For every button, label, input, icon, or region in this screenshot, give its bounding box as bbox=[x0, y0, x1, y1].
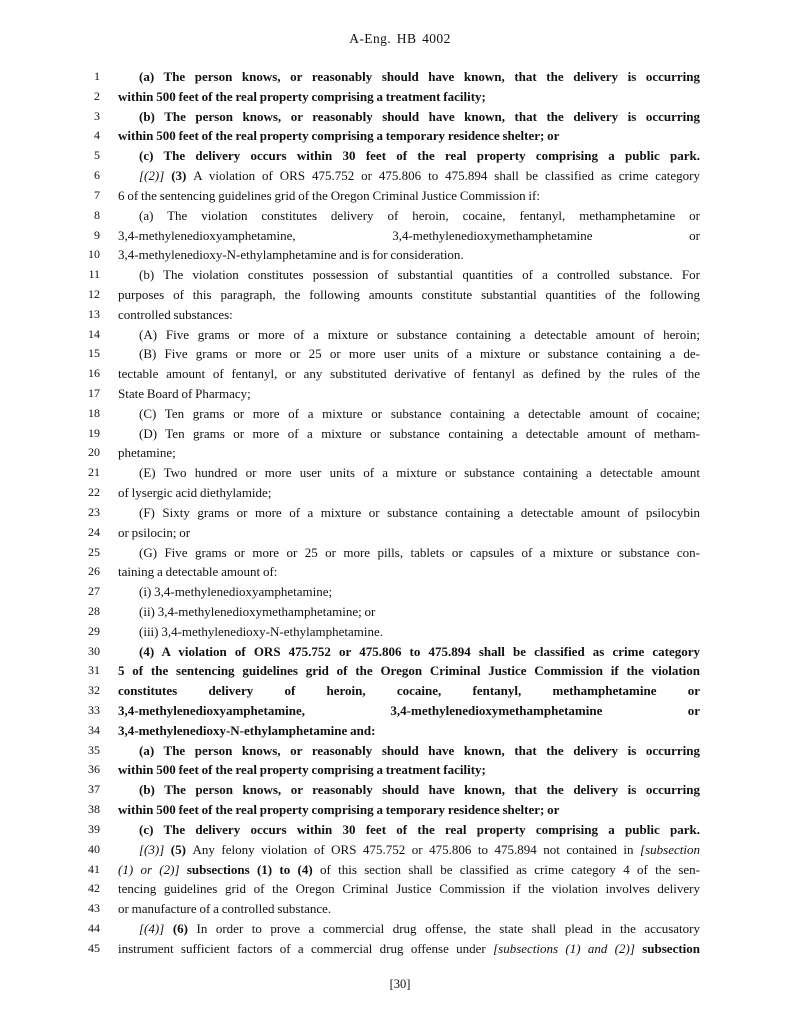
line-text: [(4)] (6) In order to prove a commercial drug offense, the state shall plead in the accusatory bbox=[139, 920, 700, 936]
line-number: 26 bbox=[88, 564, 100, 579]
line-number: 33 bbox=[88, 703, 100, 717]
line-text: or psilocin; or bbox=[118, 524, 191, 540]
line-number: 20 bbox=[88, 445, 100, 460]
text-line bbox=[0, 186, 800, 206]
line-text: 6 of the sentencing guidelines grid of the Oregon Criminal Justice Commission if: bbox=[118, 187, 540, 203]
line-text: (a) The person knows, or reasonably should have known, that the delivery is occurring bbox=[139, 69, 700, 84]
line-text: [(2)] (3) A violation of ORS 475.752 or 475.806 to 475.894 shall be classified as crime category bbox=[139, 168, 700, 184]
text-line bbox=[0, 146, 800, 166]
text-line bbox=[0, 800, 800, 820]
line-text: 3,4-methylenedioxyamphetamine, 3,4-methylenedioxymethamphetamine or bbox=[118, 227, 700, 243]
line-number: 39 bbox=[88, 821, 100, 836]
text-line bbox=[0, 503, 800, 523]
document-header-title: A-Eng. HB 4002 bbox=[349, 31, 451, 46]
line-text: (C) Ten grams or more of a mixture or substance containing a detectable amount of cocaine; bbox=[139, 405, 700, 421]
text-line bbox=[0, 463, 800, 483]
line-number: 45 bbox=[88, 940, 100, 955]
line-number: 8 bbox=[94, 207, 100, 222]
line-text: controlled substances: bbox=[118, 306, 233, 322]
line-text: within 500 feet of the real property comprising a temporary residence shelter; or bbox=[118, 128, 560, 144]
line-text: (ii) 3,4-methylenedioxymethamphetamine; or bbox=[139, 603, 376, 619]
line-number: 19 bbox=[88, 425, 100, 440]
line-text: taining a detectable amount of: bbox=[118, 564, 278, 580]
text-line bbox=[0, 622, 800, 642]
text-line bbox=[0, 443, 800, 463]
line-number: 35 bbox=[88, 742, 100, 757]
line-text: or manufacture of a controlled substance. bbox=[118, 901, 332, 917]
text-line bbox=[0, 285, 800, 305]
text-line bbox=[0, 305, 800, 325]
text-line bbox=[0, 483, 800, 503]
text-line bbox=[0, 404, 800, 424]
line-number: 11 bbox=[88, 267, 100, 282]
line-number: 30 bbox=[88, 643, 100, 658]
text-line bbox=[0, 344, 800, 364]
line-text: 3,4-methylenedioxy-N-ethylamphetamine and is for consideration. bbox=[118, 247, 464, 263]
line-number: 24 bbox=[88, 524, 100, 539]
line-number: 22 bbox=[88, 485, 100, 500]
line-number: 42 bbox=[88, 881, 100, 896]
line-number: 43 bbox=[88, 901, 100, 916]
text-body bbox=[0, 67, 800, 959]
line-text: State Board of Pharmacy; bbox=[118, 386, 251, 401]
text-line bbox=[0, 245, 800, 265]
line-number: 10 bbox=[88, 247, 100, 262]
line-number: 44 bbox=[88, 920, 100, 935]
text-line bbox=[0, 226, 800, 246]
line-text: (1) or (2)] subsections (1) to (4) of this section shall be classified as crime category 4 of the sen- bbox=[118, 861, 700, 877]
line-number: 40 bbox=[88, 841, 100, 856]
text-line bbox=[0, 840, 800, 860]
text-line bbox=[0, 860, 800, 880]
text-line bbox=[0, 602, 800, 622]
text-line bbox=[0, 642, 800, 662]
text-line bbox=[0, 701, 800, 721]
line-number: 25 bbox=[88, 544, 100, 559]
line-number: 7 bbox=[94, 187, 100, 202]
line-number: 14 bbox=[88, 326, 100, 341]
line-text: tencing guidelines grid of the Oregon Criminal Justice Commission if the violation involves delivery bbox=[118, 881, 700, 897]
line-number: 12 bbox=[88, 286, 100, 301]
line-text: (F) Sixty grams or more of a mixture or substance containing a detectable amount of psilocybin bbox=[139, 504, 700, 520]
line-text: (D) Ten grams or more of a mixture or substance containing a detectable amount of metham- bbox=[139, 425, 700, 441]
line-number: 38 bbox=[88, 802, 100, 817]
text-line bbox=[0, 265, 800, 285]
line-number: 13 bbox=[88, 306, 100, 321]
text-line bbox=[0, 681, 800, 701]
line-number: 17 bbox=[88, 386, 100, 400]
text-line bbox=[0, 721, 800, 741]
text-line bbox=[0, 67, 800, 87]
line-number: 9 bbox=[94, 227, 100, 242]
line-text: of lysergic acid diethylamide; bbox=[118, 485, 272, 501]
line-text: [(3)] (5) Any felony violation of ORS 475.752 or 475.806 to 475.894 not contained in [subsection bbox=[139, 841, 700, 857]
line-text: (A) Five grams or more of a mixture or substance containing a detectable amount of heroin; bbox=[139, 326, 700, 342]
text-line bbox=[0, 166, 800, 186]
line-text: within 500 feet of the real property comprising a temporary residence shelter; or bbox=[118, 802, 560, 818]
text-line bbox=[0, 820, 800, 840]
line-number: 34 bbox=[88, 722, 100, 737]
line-number: 5 bbox=[94, 148, 100, 163]
line-number: 6 bbox=[94, 168, 100, 183]
text-line bbox=[0, 562, 800, 582]
text-line bbox=[0, 780, 800, 800]
line-number: 29 bbox=[88, 623, 100, 638]
line-text: (c) The delivery occurs within 30 feet of the real property comprising a public park. bbox=[139, 821, 700, 837]
line-number: 36 bbox=[88, 762, 100, 777]
line-text: (b) The person knows, or reasonably should have known, that the delivery is occurring bbox=[139, 782, 700, 798]
line-number: 18 bbox=[88, 405, 100, 420]
line-text: tectable amount of fentanyl, or any substituted derivative of fentanyl as defined by the rules of the bbox=[118, 366, 700, 382]
line-text: instrument sufficient factors of a commercial drug offense under [subsections (1) and (2)] subsection bbox=[118, 940, 701, 956]
line-text: (4) A violation of ORS 475.752 or 475.806 to 475.894 shall be classified as crime category bbox=[139, 643, 700, 659]
line-text: 5 of the sentencing guidelines grid of the Oregon Criminal Justice Commission if the violation bbox=[118, 663, 700, 679]
line-text: within 500 feet of the real property comprising a treatment facility; bbox=[118, 762, 486, 778]
text-line bbox=[0, 741, 800, 761]
line-text: (b) The violation constitutes possession of substantial quantities of a controlled substance. For bbox=[139, 267, 700, 283]
text-line bbox=[0, 107, 800, 127]
line-number: 3 bbox=[94, 108, 100, 123]
text-line bbox=[0, 899, 800, 919]
text-line bbox=[0, 87, 800, 107]
text-line bbox=[0, 206, 800, 226]
text-line bbox=[0, 939, 800, 959]
line-number: 15 bbox=[88, 346, 100, 361]
line-number: 1 bbox=[94, 69, 100, 83]
text-line bbox=[0, 760, 800, 780]
line-text: 3,4-methylenedioxy-N-ethylamphetamine and: bbox=[118, 722, 376, 738]
line-text: (B) Five grams or more or 25 or more user units of a mixture or substance containing a de- bbox=[139, 346, 700, 362]
line-text: phetamine; bbox=[118, 445, 176, 461]
line-text: 3,4-methylenedioxyamphetamine, 3,4-methylenedioxymethamphetamine or bbox=[118, 703, 700, 718]
line-text: purposes of this paragraph, the following amounts constitute substantial quantities of the following bbox=[118, 286, 700, 302]
text-line bbox=[0, 523, 800, 543]
line-number: 4 bbox=[94, 128, 100, 143]
text-line bbox=[0, 126, 800, 146]
text-line bbox=[0, 919, 800, 939]
line-text: (E) Two hundred or more user units of a mixture or substance containing a detectable amount bbox=[139, 465, 700, 481]
text-line bbox=[0, 424, 800, 444]
line-text: (a) The violation constitutes delivery of heroin, cocaine, fentanyl, methamphetamine or bbox=[139, 207, 700, 223]
line-number: 23 bbox=[88, 504, 100, 519]
text-line bbox=[0, 364, 800, 384]
text-line bbox=[0, 543, 800, 563]
page-number: [30] bbox=[389, 977, 411, 991]
text-line bbox=[0, 879, 800, 899]
line-text: within 500 feet of the real property comprising a treatment facility; bbox=[118, 88, 486, 104]
text-line bbox=[0, 661, 800, 681]
line-number: 31 bbox=[88, 663, 100, 678]
line-text: (G) Five grams or more or 25 or more pills, tablets or capsules of a mixture or substance con- bbox=[139, 544, 700, 560]
line-number: 32 bbox=[88, 683, 100, 698]
text-line bbox=[0, 384, 800, 404]
line-number: 37 bbox=[88, 782, 100, 797]
line-number: 21 bbox=[88, 465, 100, 480]
line-text: (a) The person knows, or reasonably should have known, that the delivery is occurring bbox=[139, 742, 700, 758]
text-line bbox=[0, 325, 800, 345]
line-number: 28 bbox=[88, 603, 100, 618]
text-line bbox=[0, 582, 800, 602]
line-text: (b) The person knows, or reasonably should have known, that the delivery is occurring bbox=[139, 108, 700, 124]
line-text: constitutes delivery of heroin, cocaine, fentanyl, methamphetamine or bbox=[118, 683, 700, 699]
line-text: (c) The delivery occurs within 30 feet of the real property comprising a public park. bbox=[139, 148, 700, 164]
line-text: (i) 3,4-methylenedioxyamphetamine; bbox=[139, 584, 333, 600]
line-text: (iii) 3,4-methylenedioxy-N-ethylamphetamine. bbox=[139, 623, 383, 639]
line-number: 16 bbox=[88, 366, 100, 381]
line-number: 41 bbox=[88, 861, 100, 876]
line-number: 2 bbox=[94, 88, 100, 103]
line-number: 27 bbox=[88, 584, 100, 599]
